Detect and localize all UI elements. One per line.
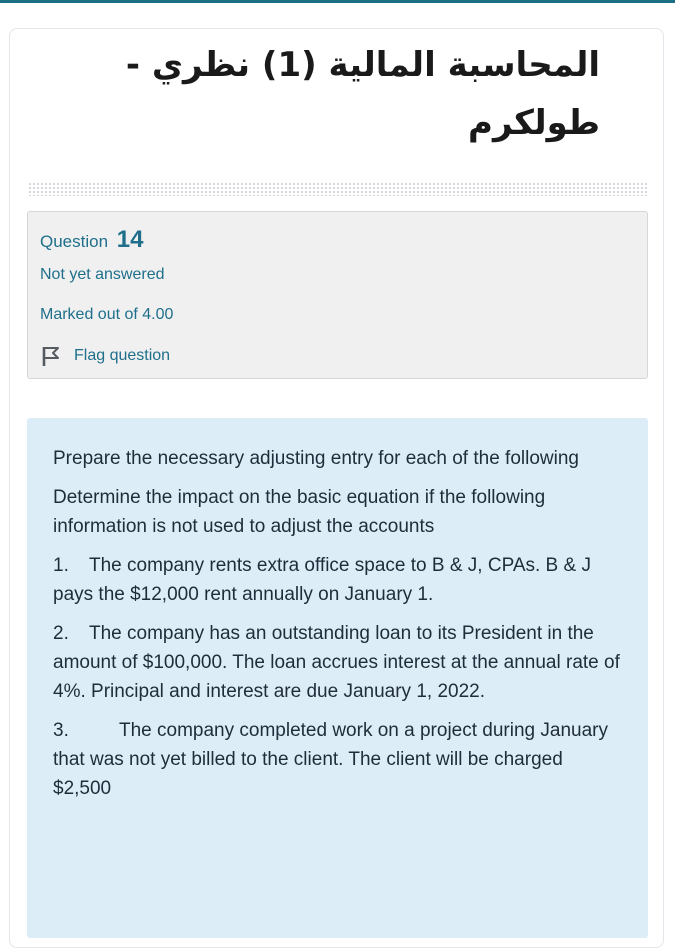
- flag-icon: [40, 345, 62, 367]
- item-text: The company has an outstanding loan to its President in the amount of $100,000. The loan accrues interest at the annual rate of 4%. Principal and interest are due January 1, 2022.: [53, 623, 620, 702]
- question-number: 14: [116, 226, 144, 253]
- question-state: Not yet answered: [40, 266, 165, 283]
- question-word: Question: [40, 232, 109, 251]
- question-item-1: [53, 551, 626, 609]
- question-text-box: [27, 418, 648, 938]
- flag-question-label: Flag question: [74, 347, 171, 364]
- top-bar: [0, 0, 675, 3]
- flag-question-button[interactable]: [40, 345, 170, 367]
- item-number: 2.: [53, 623, 69, 644]
- item-number: 3.: [53, 720, 69, 741]
- question-item-3: [53, 716, 626, 803]
- item-text: The company completed work on a project during January that was not yet billed to the client. The client will be charged $2,500: [53, 720, 608, 799]
- course-title: المحاسبة المالية (1) نظري - طولكرم: [125, 45, 600, 143]
- question-grade: Marked out of 4.00: [40, 306, 174, 323]
- item-text: The company rents extra office space to B & J, CPAs. B & J pays the $12,000 rent annually on January 1.: [53, 555, 591, 605]
- question-item-2: [53, 619, 626, 706]
- item-number: 1.: [53, 555, 69, 576]
- question-intro: Prepare the necessary adjusting entry for each of the following: [53, 448, 579, 469]
- question-info-box: [27, 211, 648, 379]
- question-impact: Determine the impact on the basic equation if the following information is not used to adjust the accounts: [53, 487, 546, 537]
- section-divider: [28, 182, 648, 196]
- question-number-label: [40, 226, 143, 254]
